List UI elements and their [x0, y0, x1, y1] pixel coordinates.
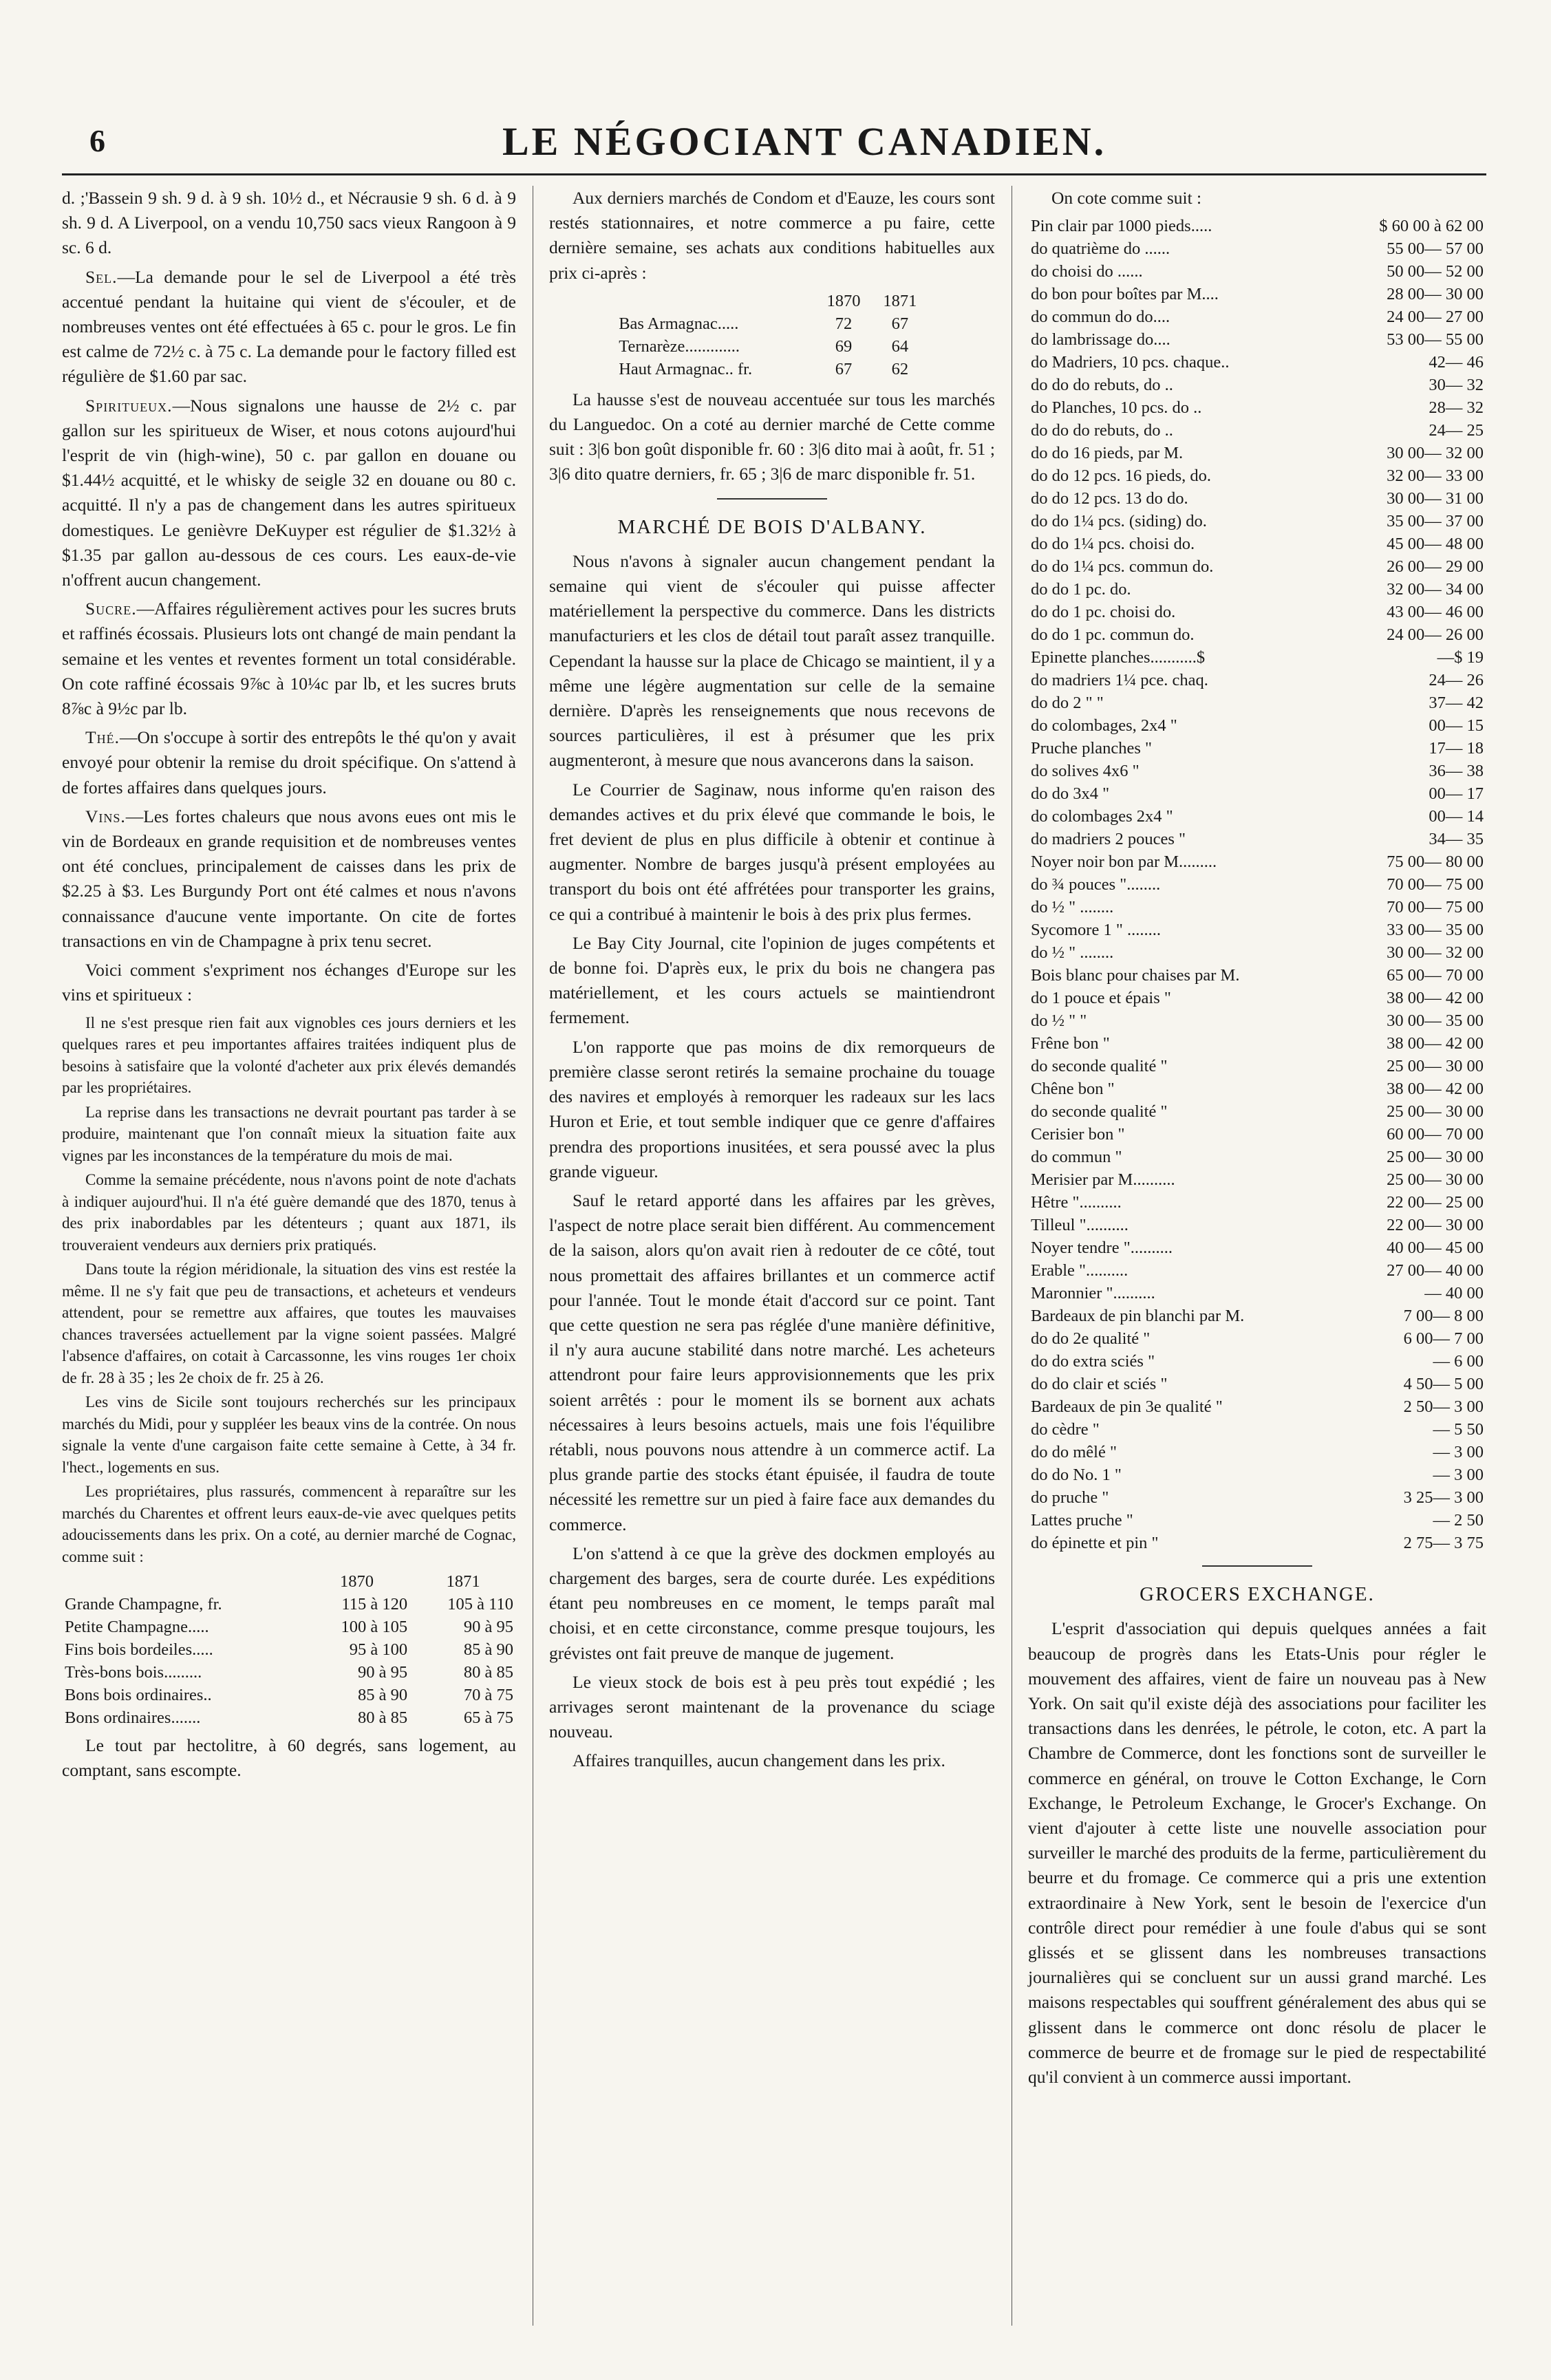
table-cell: 24 00— 26 00 [1387, 625, 1484, 645]
table-cell: Grande Champagne, fr. [65, 1595, 222, 1614]
table-header-row [62, 1570, 516, 1593]
table-cell: 33 00— 35 00 [1387, 921, 1484, 940]
paragraph: On cote comme suit : [1051, 188, 1202, 208]
table-cell: 85 à 90 [463, 1640, 513, 1659]
table-cell: 36— 38 [1429, 762, 1484, 781]
table-row [1028, 669, 1486, 692]
table-cell: do ½ " ........ [1031, 898, 1114, 917]
table-cell: do do 1 pc. do. [1031, 580, 1131, 599]
table-cell: do ½ " ........ [1031, 943, 1114, 963]
table-cell: 70 à 75 [463, 1686, 513, 1704]
paragraph: Le vieux stock de bois est à peu près tout expédié ; les arrivages seront maintenant de la provenance du sciage nouveau. [549, 1671, 995, 1742]
table-cell: do Madriers, 10 pcs. chaque.. [1031, 353, 1230, 372]
paragraph: d. ;'Bassein 9 sh. 9 d. à 9 sh. 10½ d., et Nécrausie 9 sh. 6 d. à 9 sh. 9 d. A Liverpool, on a vendu 10,750 sacs vieux Rangoon à 9 sc. 6 d. [62, 188, 516, 258]
paragraph: La hausse s'est de nouveau accentuée sur tous les marchés du Languedoc. On a coté au dernier marché de Cette comme suit : 3|6 bon goût disponible fr. 60 : 3|6 dito mai à août, fr. 51 ; 3|6 dito quatre derniers, fr. 65 ; 3|6 de marc disponible fr. 51. [549, 389, 995, 484]
table-cell: 00— 14 [1429, 807, 1484, 826]
table-cell: 34— 35 [1429, 830, 1484, 849]
table-row [1028, 896, 1486, 919]
table-cell: do madriers 2 pouces " [1031, 830, 1186, 849]
table-cell: Erable ".......... [1031, 1261, 1129, 1280]
table-cell: —$ 19 [1437, 648, 1484, 667]
table-row [1028, 873, 1486, 896]
table-cell: 30 00— 31 00 [1387, 489, 1484, 508]
armagnac-price-table [616, 290, 928, 380]
table-cell: do seconde qualité " [1031, 1057, 1168, 1076]
header-rule [62, 173, 1486, 175]
paragraph: Il ne s'est presque rien fait aux vignobles ces jours derniers et les quelques rares et peu importantes affaires traitées indiquent plus de besoins à satisfaire que la volonté d'acheter aux prix élevés demandés par les propriétaires. [62, 1014, 516, 1096]
year-header: 1870 [826, 291, 861, 310]
table-row [62, 1593, 516, 1616]
table-cell: 43 00— 46 00 [1387, 603, 1484, 622]
table-cell: do colombages, 2x4 " [1031, 716, 1177, 736]
section-label: Vins. [85, 806, 126, 826]
section-label: Thé. [85, 727, 120, 748]
table-cell: 60 00— 70 00 [1387, 1125, 1484, 1144]
table-row [1028, 941, 1486, 964]
table-cell: — 5 50 [1433, 1420, 1484, 1439]
column-1 [62, 186, 516, 1787]
table-cell: do choisi do ...... [1031, 262, 1143, 281]
table-cell: Fins bois bordeiles..... [65, 1640, 213, 1659]
table-header-row [616, 290, 928, 312]
table-cell: do solives 4x6 " [1031, 762, 1140, 781]
paragraph-text: —Les fortes chaleurs que nous avons eues ont mis le vin de Bordeaux en grande requisition et de nombreuses ventes ont été conclues, principalement de caisses dans les prix de $2.25 à $3. Les Burgundy Port ont été calmes et nous n'avons connaissance d'aucune vente importante. On cite de fortes transactions en vin de Champagne à prix tenu secret. [62, 806, 516, 951]
table-cell: Lattes pruche " [1031, 1511, 1133, 1530]
section-separator [717, 498, 827, 500]
table-cell: 90 à 95 [463, 1618, 513, 1636]
table-cell: do do clair et sciés " [1031, 1375, 1168, 1394]
table-cell: 80 à 85 [463, 1663, 513, 1682]
table-row [1028, 487, 1486, 510]
paragraph: Le Courrier de Saginaw, nous informe qu'en raison des demandes actives et du prix élevé que commande le bois, le fret devient de plus en plus difficile à obtenir et continue à augmenter. Nombre de barges jusqu'à présent employées au transport du bois ont été affrétées pour transporter les grains, ce qui a contribué à maintenir le bois à des prix plus fermes. [549, 779, 995, 924]
paragraph: Voici comment s'expriment nos échanges d'Europe sur les vins et spiritueux : [62, 960, 516, 1005]
table-cell: Frêne bon " [1031, 1034, 1110, 1053]
table-cell: Noyer noir bon par M......... [1031, 853, 1217, 872]
page-header [62, 110, 1486, 172]
table-row [62, 1706, 516, 1729]
table-cell: 80 à 85 [358, 1708, 408, 1727]
table-row [1028, 1305, 1486, 1327]
table-cell: Petite Champagne..... [65, 1618, 209, 1636]
paragraph: Les vins de Sicile sont toujours recherchés sur les principaux marchés du Midi, pour y suppléer les beaux vins de la contrée. On nous signale la vente d'une cargaison faite cette semaine à Cette, à 34 fr. l'hect., logements en sus. [62, 1393, 516, 1476]
paragraph: L'on s'attend à ce que la grève des dockmen employés au chargement des barges, sera de courte durée. Les expéditions étant peu nombreuses en ce moment, le temps paraît mal choisi, et en cette circonstance, comme presque toujours, les grévistes ont fait preuve de manque de jugement. [549, 1543, 995, 1663]
table-cell: 65 à 75 [463, 1708, 513, 1727]
table-cell: do ½ " " [1031, 1011, 1087, 1031]
table-cell: do pruche " [1031, 1488, 1109, 1508]
table-cell: 00— 17 [1429, 784, 1484, 804]
table-row [1028, 555, 1486, 578]
table-cell: Hêtre ".......... [1031, 1193, 1122, 1212]
paragraph: L'esprit d'association qui depuis quelques années a fait beaucoup de progrès dans les Etats-Unis pour régler le mouvement des affaires, vient de faire un nouveau pas à New York. On sait qu'il existe déjà des associations pour faciliter les transactions dans les denrées, le pétrole, le coton, etc. A part la Chambre de Commerce, dont les fonctions sont de surveiller le commerce en général, on trouve le Cotton Exchange, le Corn Exchange, le Petroleum Exchange, le Grocer's Exchange. On vient d'ajouter à cette liste une nouvelle association pour surveiller le marché des produits de la ferme, particulièrement du beurre et du fromage. Ce commerce qui a pris une extention extraordinaire à New York, sent le besoin de l'exercice d'un contrôle direct pour remédier à une foule d'abus qui se sont glissés et se glissent dans les nombreuses transactions journalières qui se concluent sur un aussi grand marché. Les maisons respectables qui souffrent généralement des abus qui se glissent dans le commerce ont donc résolu de placer le commerce de beurre et de fromage sur le pied de respectabilité qu'il convient à un commerce aussi important. [1028, 1618, 1486, 2088]
table-cell: 24 00— 27 00 [1387, 308, 1484, 327]
table-row [1028, 328, 1486, 351]
table-row [1028, 1123, 1486, 1146]
paragraph-text: —On s'occupe à sortir des entrepôts le thé qu'on y avait envoyé pour obtenir la remise du droit spécifique. On s'attend à de fortes affaires dans quelques jours. [62, 727, 516, 797]
table-row [1028, 578, 1486, 601]
table-row [1028, 1282, 1486, 1305]
table-cell: Bardeaux de pin 3e qualité " [1031, 1397, 1223, 1417]
table-row [1028, 1327, 1486, 1350]
table-cell: do do 2e qualité " [1031, 1329, 1151, 1349]
table-cell: 67 [835, 359, 853, 378]
table-cell: do do 1 pc. commun do. [1031, 625, 1195, 645]
table-cell: 35 00— 37 00 [1387, 512, 1484, 531]
table-row [1028, 510, 1486, 533]
table-row [1028, 1191, 1486, 1214]
table-row [1028, 828, 1486, 850]
paragraph-vins [62, 804, 516, 954]
table-row [1028, 1486, 1486, 1509]
paragraph: La reprise dans les transactions ne devrait pourtant pas tarder à se produire, maintenant que l'on connaît mieux la situation faite aux vignes par les inconstances de la température du mois de mai. [62, 1103, 516, 1164]
paragraph-text: —La demande pour le sel de Liverpool a été très accentué pendant la huitaine qui vient de s'écouler, et de nombreuses ventes ont été effectuées à 65 c. pour le gros. Le fin est calme de 72½ c. à 75 c. La demande pour le factory filled est régulière de $1.60 par sac. [62, 266, 516, 387]
table-row [1028, 805, 1486, 828]
table-row [1028, 623, 1486, 646]
quoted-excerpt [62, 1012, 516, 1568]
table-row [62, 1661, 516, 1684]
table-row [1028, 1100, 1486, 1123]
table-cell: Noyer tendre ".......... [1031, 1239, 1173, 1258]
table-cell: 38 00— 42 00 [1387, 1080, 1484, 1099]
table-cell: 26 00— 29 00 [1387, 557, 1484, 577]
table-cell: do do 3x4 " [1031, 784, 1110, 804]
table-cell: 50 00— 52 00 [1387, 262, 1484, 281]
page-number: 6 [89, 123, 105, 158]
paragraph: Le Bay City Journal, cite l'opinion de juges compétents et de bonne foi. D'après eux, le prix du bois ne changera pas matériellement, et les cours actuels se maintiendront fermement. [549, 932, 995, 1028]
section-heading: MARCHÉ DE BOIS D'ALBANY. [617, 515, 927, 538]
table-cell: Tilleul ".......... [1031, 1216, 1129, 1235]
table-cell: Ternarèze............. [619, 336, 740, 356]
table-row [1028, 464, 1486, 487]
table-cell: 25 00— 30 00 [1387, 1148, 1484, 1167]
year-header: 1870 [340, 1572, 374, 1591]
paragraph: L'on rapporte que pas moins de dix remorqueurs de première classe seront retirés la semaine prochaine du touage des navires et employés à remorquer les radeaux sur les lacs Huron et Erie, et tout semble indiquer que ce genre d'affaires prendra des proportions inusitées, et sera poussé avec la plus grande vigueur. [549, 1036, 995, 1181]
paragraph-sucre [62, 597, 516, 721]
table-row [1028, 1214, 1486, 1236]
table-cell: 105 à 110 [447, 1595, 513, 1614]
table-cell: 42— 46 [1429, 353, 1484, 372]
table-cell: — 40 00 [1424, 1284, 1484, 1303]
table-row [1028, 601, 1486, 623]
table-cell: 53 00— 55 00 [1387, 330, 1484, 350]
table-cell: do do 2 " " [1031, 694, 1104, 713]
table-row [1028, 987, 1486, 1009]
table-cell: do seconde qualité " [1031, 1102, 1168, 1122]
table-cell: 38 00— 42 00 [1387, 1034, 1484, 1053]
table-row [1028, 1350, 1486, 1373]
table-cell: — 3 00 [1433, 1466, 1484, 1485]
table-cell: 95 à 100 [349, 1640, 408, 1659]
section-heading: GROCERS EXCHANGE. [1140, 1583, 1375, 1606]
table-cell: 25 00— 30 00 [1387, 1102, 1484, 1122]
table-cell: — 6 00 [1433, 1352, 1484, 1371]
table-cell: do lambrissage do.... [1031, 330, 1170, 350]
column-3 [1028, 186, 1486, 2094]
table-row [62, 1616, 516, 1638]
table-cell: 7 00— 8 00 [1403, 1307, 1484, 1326]
table-cell: Très-bons bois......... [65, 1663, 202, 1682]
column-2 [549, 186, 995, 1778]
table-row [1028, 850, 1486, 873]
table-cell: do do 1¼ pcs. commun do. [1031, 557, 1214, 577]
table-row [62, 1684, 516, 1706]
table-cell: 40 00— 45 00 [1387, 1239, 1484, 1258]
table-cell: 85 à 90 [358, 1686, 408, 1704]
section-label: Spiritueux. [85, 395, 173, 416]
table-cell: 25 00— 30 00 [1387, 1170, 1484, 1190]
table-cell: 100 à 105 [341, 1618, 408, 1636]
table-row [1028, 737, 1486, 760]
paragraph-spiritueux [62, 394, 516, 593]
table-row [1028, 1032, 1486, 1055]
table-cell: 24— 25 [1429, 421, 1484, 440]
table-cell: 55 00— 57 00 [1387, 239, 1484, 259]
table-cell: do do 1¼ pcs. choisi do. [1031, 535, 1195, 554]
table-cell: Pin clair par 1000 pieds..... [1031, 217, 1212, 236]
paragraph: Comme la semaine précédente, nous n'avons point de note d'achats à indiquer aujourd'hui. Il n'a été guère demandé que des 1870, tenus à des prix inabordables par les détenteurs ; quant aux 1871, ils trouveraient vendeurs aux derniers prix pratiqués. [62, 1171, 516, 1254]
table-cell: 6 00— 7 00 [1403, 1329, 1484, 1349]
table-cell: 115 à 120 [341, 1595, 408, 1614]
table-row [62, 1638, 516, 1661]
table-cell: 22 00— 25 00 [1387, 1193, 1484, 1212]
table-row [1028, 305, 1486, 328]
masthead: LE NÉGOCIANT CANADIEN. [502, 119, 1107, 164]
table-cell: do do No. 1 " [1031, 1466, 1122, 1485]
section-label: Sel. [85, 266, 118, 287]
table-cell: do do 1¼ pcs. (siding) do. [1031, 512, 1207, 531]
table-cell: 32 00— 33 00 [1387, 467, 1484, 486]
table-row [1028, 396, 1486, 419]
table-cell: 30— 32 [1429, 376, 1484, 395]
table-cell: 25 00— 30 00 [1387, 1057, 1484, 1076]
table-cell: Maronnier ".......... [1031, 1284, 1155, 1303]
table-cell: $ 60 00 à 62 00 [1379, 217, 1484, 236]
table-cell: Epinette planches...........$ [1031, 648, 1206, 667]
table-row [1028, 1441, 1486, 1464]
paragraph: Nous n'avons à signaler aucun changement pendant la semaine qui vient de s'écouler qui puisse affecter matériellement la perspective du commerce. Dans les districts manufacturiers et les clos de détail tout paraît assez tranquille. Cependant la hausse sur la place de Chicago se maintient, il y a même une légère augmentation sur celle de la semaine dernière. D'après les renseignements que nous recevons de sources particulières, il est à présumer que les prix augmenteront, à mesure que nous avancerons dans la saison. [549, 550, 995, 771]
paragraph: Affaires tranquilles, aucun changement dans les prix. [573, 1750, 945, 1771]
table-row [1028, 1464, 1486, 1486]
table-cell: do do 12 pcs. 13 do do. [1031, 489, 1188, 508]
table-cell: 37— 42 [1429, 694, 1484, 713]
table-cell: do do extra sciés " [1031, 1352, 1155, 1371]
table-cell: 75 00— 80 00 [1387, 853, 1484, 872]
paragraph-sel [62, 265, 516, 389]
table-cell: 24— 26 [1429, 671, 1484, 690]
table-cell: do commun do do.... [1031, 308, 1170, 327]
table-row [1028, 1168, 1486, 1191]
table-cell: do madriers 1¼ pce. chaq. [1031, 671, 1208, 690]
table-cell: Bons bois ordinaires.. [65, 1686, 212, 1704]
table-cell: do Planches, 10 pcs. do .. [1031, 398, 1202, 418]
table-cell: Bardeaux de pin blanchi par M. [1031, 1307, 1245, 1326]
table-cell: do colombages 2x4 " [1031, 807, 1173, 826]
table-cell: 30 00— 32 00 [1387, 444, 1484, 463]
table-row [1028, 1009, 1486, 1032]
table-cell: — 2 50 [1433, 1511, 1484, 1530]
table-cell: 70 00— 75 00 [1387, 875, 1484, 894]
table-cell: do do 1 pc. choisi do. [1031, 603, 1176, 622]
paragraph: Aux derniers marchés de Condom et d'Eauze, les cours sont restés stationnaires, et notre commerce a pu faire, cette dernière semaine, ses achats aux conditions habituelles aux prix ci-après : [549, 188, 995, 283]
paragraph-the [62, 725, 516, 800]
lumber-price-table [1028, 215, 1486, 1554]
table-cell: 67 [891, 314, 909, 333]
year-header: 1871 [446, 1572, 480, 1591]
table-cell: Pruche planches " [1031, 739, 1152, 758]
table-cell: do cèdre " [1031, 1420, 1100, 1439]
table-row [1028, 533, 1486, 555]
table-row [1028, 215, 1486, 237]
table-cell: do do 12 pcs. 16 pieds, do. [1031, 467, 1211, 486]
table-row [616, 358, 928, 380]
table-row [1028, 351, 1486, 374]
table-cell: 70 00— 75 00 [1387, 898, 1484, 917]
table-row [1028, 964, 1486, 987]
table-row [616, 312, 928, 335]
table-cell: 45 00— 48 00 [1387, 535, 1484, 554]
table-row [1028, 1532, 1486, 1554]
table-row [1028, 1418, 1486, 1441]
table-cell: do do 16 pieds, par M. [1031, 444, 1184, 463]
table-cell: 2 75— 3 75 [1403, 1534, 1484, 1553]
table-row [1028, 714, 1486, 737]
year-header: 1871 [883, 291, 917, 310]
table-row [1028, 1078, 1486, 1100]
table-row [1028, 1259, 1486, 1282]
cognac-price-table [62, 1570, 516, 1729]
table-row [1028, 782, 1486, 805]
table-cell: 28— 32 [1429, 398, 1484, 418]
table-cell: Cerisier bon " [1031, 1125, 1125, 1144]
table-cell: 62 [891, 359, 909, 378]
paragraph: Les propriétaires, plus rassurés, commencent à reparaître sur les marchés du Charentes et offrent leurs eaux-de-vie avec quelques petits adoucissements dans les prix. On a coté, au dernier marché de Cognac, comme suit : [62, 1483, 516, 1565]
table-cell: do épinette et pin " [1031, 1534, 1159, 1553]
table-cell: 69 [835, 336, 853, 356]
paragraph: Le tout par hectolitre, à 60 degrés, sans logement, au comptant, sans escompte. [62, 1735, 516, 1781]
table-cell: do quatrième do ...... [1031, 239, 1170, 259]
table-cell: 90 à 95 [358, 1663, 408, 1682]
section-label: Sucre. [85, 599, 137, 619]
table-cell: do ¾ pouces "........ [1031, 875, 1161, 894]
table-cell: 32 00— 34 00 [1387, 580, 1484, 599]
table-cell: 27 00— 40 00 [1387, 1261, 1484, 1280]
table-cell: Merisier par M.......... [1031, 1170, 1175, 1190]
table-row [1028, 760, 1486, 782]
table-cell: 4 50— 5 00 [1403, 1375, 1484, 1394]
table-row [1028, 1373, 1486, 1395]
table-row [1028, 1395, 1486, 1418]
paragraph-text: —Nous signalons une hausse de 2½ c. par gallon sur les spiritueux de Wiser, et nous cotons aujourd'hui l'esprit de vin (high-wine), 50 c. par gallon en douane ou $1.44½ acquitté, et le whisky de seigle 32 en douane ou 80 c. acquitté. Il n'y a pas de changement dans les autres spiritueux domestiques. Le genièvre DeKuyper est régulier de $1.32½ à $1.35 par gallon au-dessous de ces cours. Les eaux-de-vie n'offrent aucun changement. [62, 395, 516, 590]
table-cell: do do do rebuts, do .. [1031, 376, 1173, 395]
table-row [1028, 1509, 1486, 1532]
table-row [1028, 260, 1486, 283]
table-cell: Haut Armagnac.. fr. [619, 359, 753, 378]
table-row [1028, 283, 1486, 305]
table-cell: Sycomore 1 " ........ [1031, 921, 1161, 940]
table-cell: 38 00— 42 00 [1387, 989, 1484, 1008]
table-row [1028, 374, 1486, 396]
newspaper-page [62, 110, 1486, 2326]
table-cell: do commun " [1031, 1148, 1122, 1167]
table-cell: 64 [891, 336, 909, 356]
table-cell: 28 00— 30 00 [1387, 285, 1484, 304]
table-cell: do do mêlé " [1031, 1443, 1117, 1462]
paragraph: Sauf le retard apporté dans les affaires par les grèves, l'aspect de notre place serait bien différent. Au commencement de la saison, alors qu'on avait rien à redouter de ce côté, tout nous promettait des affaires brillantes et un commerce actif pour l'année. Tout le monde était d'accord sur ce point. Tant que cette question ne sera pas réglée d'une manière définitive, il n'y aura aucune stabilité dans notre marché. Les acheteurs attendront pour faire leurs approvisionnements que les prix soient arrêtés : pour le moment ils se bornent aux achats nécessaires à leurs besoins actuels, mais une fois l'équilibre rétabli, nous pouvons nous attendre à un commerce actif. La plus grande partie des stocks étant épuisée, il faudra de toute nécessité les remettre sur un pied à faire face aux demandes du commerce. [549, 1190, 995, 1534]
table-cell: Bois blanc pour chaises par M. [1031, 966, 1240, 985]
table-row [1028, 1236, 1486, 1259]
table-cell: 00— 15 [1429, 716, 1484, 736]
table-cell: Chêne bon " [1031, 1080, 1115, 1099]
table-cell: do bon pour boîtes par M.... [1031, 285, 1219, 304]
table-row [1028, 442, 1486, 464]
table-row [1028, 1146, 1486, 1168]
table-cell: 72 [835, 314, 853, 333]
table-cell: Bas Armagnac..... [619, 314, 739, 333]
table-cell: do 1 pouce et épais " [1031, 989, 1171, 1008]
table-cell: 30 00— 32 00 [1387, 943, 1484, 963]
table-row [1028, 419, 1486, 442]
paragraph-text: —Affaires régulièrement actives pour les sucres bruts et raffinés écossais. Plusieurs lots ont changé de main pendant la semaine et les ventes et reventes forment un total considérable. On cote raffiné écossais 9⅞c à 10¼c par lb, et les sucres bruts 8⅞c à 9½c par lb. [62, 599, 516, 719]
table-cell: do do do rebuts, do .. [1031, 421, 1173, 440]
table-cell: 2 50— 3 00 [1403, 1397, 1484, 1417]
table-cell: Bons ordinaires....... [65, 1708, 201, 1727]
table-cell: 30 00— 35 00 [1387, 1011, 1484, 1031]
paragraph: Dans toute la région méridionale, la situation des vins est restée la même. Il ne s'y fait que peu de transactions, et acheteurs et vendeurs attendent, pour se remettre aux affaires, que toutes les mauvaises chances traversées actuellement par la vigne soient passées. Malgré l'absence d'affaires, on cotait à Carcassonne, les vins rouges 1er choix de fr. 28 à 35 ; les 2e choix de fr. 25 à 26. [62, 1261, 516, 1386]
table-row [1028, 692, 1486, 714]
table-cell: 3 25— 3 00 [1403, 1488, 1484, 1508]
table-cell: 17— 18 [1429, 739, 1484, 758]
table-row [1028, 919, 1486, 941]
table-row [1028, 237, 1486, 260]
table-cell: 22 00— 30 00 [1387, 1216, 1484, 1235]
table-row [1028, 646, 1486, 669]
table-cell: — 3 00 [1433, 1443, 1484, 1462]
section-separator [1202, 1565, 1312, 1567]
table-cell: 65 00— 70 00 [1387, 966, 1484, 985]
table-row [1028, 1055, 1486, 1078]
table-row [616, 335, 928, 358]
